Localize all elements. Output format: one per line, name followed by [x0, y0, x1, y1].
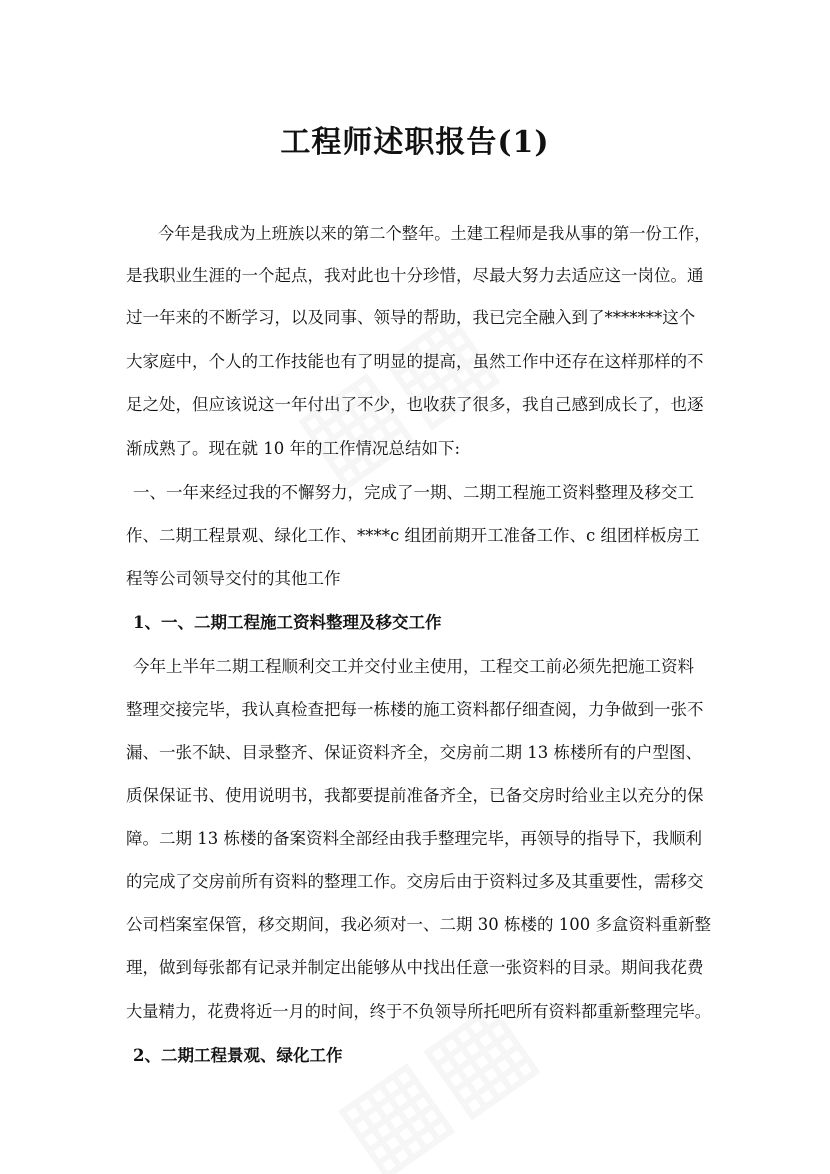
- paragraph-line: 今年是我成为上班族以来的第二个整年。土建工程师是我从事的第一份工作，: [158, 224, 711, 243]
- paragraph-line: 一、一年来经过我的不懈努力，完成了一期、二期工程施工资料整理及移交工: [133, 483, 694, 502]
- paragraph-line: 足之处，但应该说这一年付出了不少，也收获了很多，我自己感到成长了，也逐: [126, 395, 704, 414]
- paragraph-line: 过一年来的不断学习，以及同事、领导的帮助，我已完全融入到了*******这个: [126, 308, 696, 327]
- paragraph-line: 的完成了交房前所有资料的整理工作。交房后由于资料过多及其重要性，需移交: [126, 872, 704, 891]
- section-heading: 2、二期工程景观、绿化工作: [133, 1046, 343, 1065]
- paragraph-line: 障。二期 13 栋楼的备案资料全部经由我手整理完毕，再领导的指导下，我顺利: [126, 829, 702, 848]
- paragraph-line: 质保保证书、使用说明书，我都要提前准备齐全，已备交房时给业主以充分的保: [126, 786, 704, 805]
- paragraph-line: 整理交接完毕，我认真检查把每一栋楼的施工资料都仔细查阅，力争做到一张不: [126, 700, 704, 719]
- paragraph-line: 作、二期工程景观、绿化工作、****c 组团前期开工准备工作、c 组团样板房工: [126, 526, 700, 545]
- paragraph-line: 是我职业生涯的一个起点，我对此也十分珍惜，尽最大努力去适应这一岗位。通: [126, 266, 704, 285]
- paragraph-line: 理，做到每张都有记录并制定出能够从中找出任意一张资料的目录。期间我花费: [126, 958, 704, 977]
- section-heading: 1、一、二期工程施工资料整理及移交工作: [133, 613, 442, 632]
- paragraph-line: 大家庭中，个人的工作技能也有了明显的提高，虽然工作中还存在这样那样的不: [126, 352, 704, 371]
- paragraph-line: 大量精力，花费将近一月的时间，终于不负领导所托吧所有资料都重新整理完毕。: [126, 1002, 711, 1021]
- document-title: 工程师述职报告(1): [280, 125, 550, 160]
- paragraph-line: 公司档案室保管，移交期间，我必须对一、二期 30 栋楼的 100 多盒资料重新整: [126, 915, 711, 934]
- paragraph-line: 今年上半年二期工程顺利交工并交付业主使用，工程交工前必须先把施工资料: [133, 657, 694, 676]
- paragraph-line: 渐成熟了。现在就 10 年的工作情况总结如下:: [126, 439, 461, 458]
- paragraph-line: 程等公司领导交付的其他工作: [126, 569, 341, 588]
- paragraph-line: 漏、一张不缺、目录整齐、保证资料齐全，交房前二期 13 栋楼所有的户型图、: [126, 743, 702, 762]
